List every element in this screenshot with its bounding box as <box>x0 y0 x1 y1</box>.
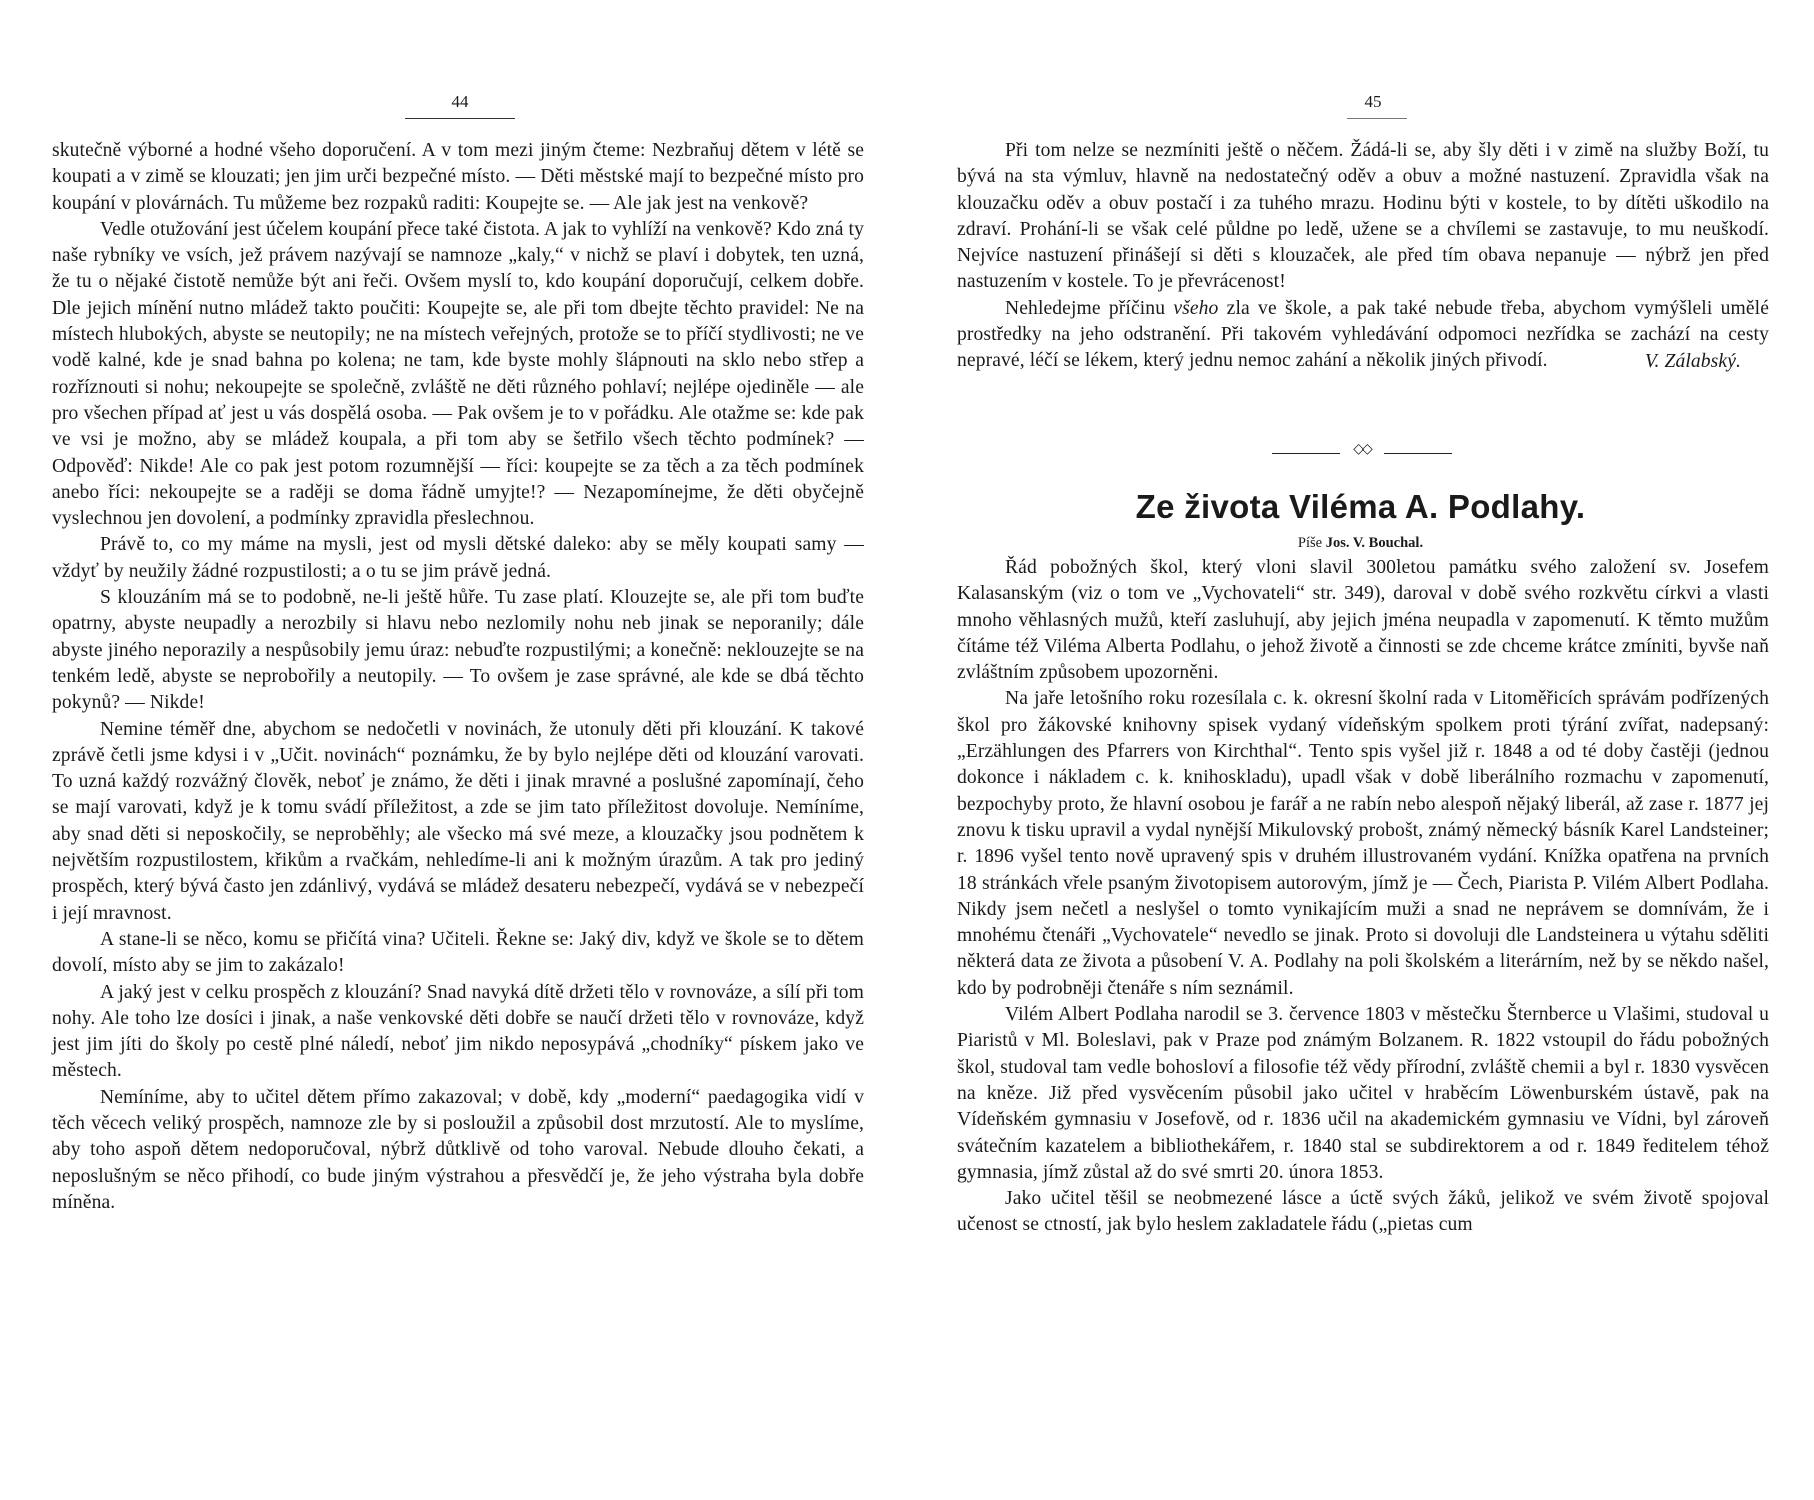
previous-article-ending <box>957 138 1769 375</box>
divider-ornament-icon: ◇◇ <box>1353 441 1371 457</box>
page-number-right: 45 <box>1364 92 1382 111</box>
section-divider <box>1272 441 1452 460</box>
right-page <box>907 0 1814 1500</box>
article-body <box>957 555 1769 1239</box>
closing-text-part: Nehledejme příčinu <box>1005 297 1174 319</box>
page-number-left: 44 <box>451 92 469 111</box>
byline-prefix: Píše <box>1297 535 1323 551</box>
paragraph: Vilém Albert Podlaha narodil se 3. července 1803 v městečku Šternberce u Vlašimi, studoval u Piaristů v Ml. Boleslavi, pak v Praze pod známým Bolzanem. R. 1822 vstoupil do řádu pobožných škol, studoval tam vedle bohosloví a filosofie též vědy přírodní, zvláště chemii a byl r. 1830 vysvěcen na kněze. Již před vysvěcením působil jako učitel v hraběcím Löwenburském ústavě, pak na Vídeňském gymnasiu v Josefově, od r. 1836 učil na akademickém gymnasiu ve Vídni, byl zároveň svátečním kazatelem a bibliothekářem, r. 1840 stal se subdirektorem a od r. 1849 ředitelem téhož gymnasia, jímž zůstal až do své smrti 20. února 1853. <box>957 1004 1769 1183</box>
paragraph: Nemíníme, aby to učitel dětem přímo zakazoval; v době, kdy „moderní“ paedagogika vidí v těch věcech veliký prospěch, namnoze zle by si posloužil a způsobil dost mrzutostí. Ale to myslíme, aby toho aspoň dětem nedoporučoval, nýbrž důtklivě od toho varoval. Nebude dlouho čekati, a neposlušným se něco přihodí, co bude jiným výstrahou a přesvědčí je, že jeho výstraha byla dobře míněna. <box>52 1086 864 1213</box>
paragraph: A jaký jest v celku prospěch z klouzání? Snad navyká dítě držeti tělo v rovnováze, a sílí při tom nohy. Ale toho lze dosíci i jinak, a naše venkovské děti dobře se naučí držeti tělo v rovnováze, když jest jim jíti do školy po cestě plné náledí, neboť jim nikdo neposypává „chodníky“ pískem jako ve městech. <box>52 981 864 1082</box>
paragraph: A stane-li se něco, komu se přičítá vina? Učiteli. Řekne se: Jaký div, když ve škole se to dětem dovolí, místo aby se jim to zakázalo! <box>52 928 864 977</box>
divider-line <box>1272 453 1340 454</box>
page-number-rule-right <box>1347 118 1407 119</box>
paragraph: S klouzáním má se to podobně, ne-li ještě hůře. Tu zase platí. Klouzejte se, ale při tom buďte opatrny, abyste neupadly a nerozbily si hlavu nebo nezlomily nohu neb jinak se neporanily; dále abyste jiného neporazily a nespůsobily jemu úraz: nebuďte rozpustilými; a konečně: neklouzejte se na tenkém ledě, abyste se neprobořily a neutopily. — To ovšem je zase správné, ale kde se dbá těchto pokynů? — Nikde! <box>52 587 864 714</box>
paragraph: Nemine téměř dne, abychom se nedočetli v novinách, že utonuly děti při klouzání. K takové zprávě četli jsme kdysi i v „Učit. novinách“ poznámku, že by bylo nejlépe děti od klouzání varovati. To uzná každý rozvážný člověk, neboť je známo, že děti i jinak mravné a poslušné zapomínají, čeho se mají varovati, když je k tomu svádí příležitost, a zde se jim tato příležitost dovoluje. Nemíníme, aby snad děti si neposkočily, se neproběhly; ale všecko má své meze, a klouzačky jsou podnětem k největším rozpustilostem, křikům a rvačkám, nehledíme-li ani k možným úrazům. A tak pro jediný prospěch, který bývá často jen zdánlivý, vydává se mládež desateru nebezpečí, vydává se v nebezpečí i její mravnost. <box>52 718 864 924</box>
page-number-rule-left <box>405 118 515 119</box>
emphasis: všeho <box>1173 297 1219 319</box>
divider-line <box>1384 453 1452 454</box>
paragraph: Řád pobožných škol, který vloni slavil 300letou památku svého založení sv. Josefem Kalasanským (viz o tom ve „Vychovateli“ str. 349), daroval v době svého rozkvětu církvi a vlasti mnoho věhlasných mužů, kteří zasluhují, aby jejich jména neupadla v zapomenutí. K těmto mužům čítáme též Viléma Alberta Podlahu, o jehož životě a činnosti se zde chceme krátce zmíniti, byvše naň zvláštním způsobem upozorněni. <box>957 557 1769 684</box>
paragraph: Jako učitel těšil se neobmezené lásce a úctě svých žáků, jelikož ve svém životě spojoval učenost se ctností, jak bylo heslem zakladatele řádu („pietas cum <box>957 1188 1769 1236</box>
paragraph: skutečně výborné a hodné všeho doporučení. A v tom mezi jiným čteme: Nezbraňuj dětem v létě se koupati a v zimě se klouzati; jen jim urči bezpečné místo. — Děti městské mají to bezpečné místo pro koupání v plovárnách. Tu můžeme bez rozpaků raditi: Koupejte se. — Ale jak jest na venkově? <box>52 140 864 214</box>
paragraph: Při tom nelze se nezmíniti ještě o něčem. Žádá-li se, aby šly děti i v zimě na služby Boží, tu bývá na sta výmluv, hlavně na nedostatečný oděv a obuv a možné nastuzení. Zpravidla však na klouzačku oděv a obuv postačí i za tuhého mrazu. Hodinu býti v kostele, to by dítěti uškodilo na zdraví. Prohání-li se však celé půldne po ledě, užene se a chvílemi se zastavuje, to mu neuškodí. Nejvíce nastuzení přinášejí si děti s klouzaček, ale před tím obava nepanuje — nýbrž jen před nastuzením v kostele. To je převrácenost! <box>957 140 1769 293</box>
paragraph: Právě to, co my máme na mysli, jest od mysli dětské daleko: aby se měly koupati samy — vždyť by neužily žádné rozpustilosti; a o tu se jim právě jedná. <box>52 534 864 582</box>
byline-author: Jos. V. Bouchal. <box>1325 535 1424 551</box>
article-byline <box>907 535 1814 552</box>
paragraph: Na jaře letošního roku rozesílala c. k. okresní školní rada v Litoměřicích správám podřízených škol pro žákovské knihovny spisek vydaný vídeňským spolkem proti týrání zvířat, nadepsaný: „Erzählungen des Pfarrers von Kirchthal“. Tento spis vyšel již r. 1848 a od té doby častěji (jednou dokonce i nákladem c. k. knihoskladu), upadl však v době liberálního rozmachu v zapomenutí, bezpochyby proto, že hlavní osobou je farář a ne rabín nebo alespoň nějaký liberál, až zase r. 1877 jej znovu k tisku upravil a vydal nynější Mikulovský probošt, známý německý básník Karel Landsteiner; r. 1896 vyšel tento nově upravený spis v druhém illustrovaném vydání. Knížka opatřena na prvních 18 stránkách vřele psaným životopisem autorovým, jímž je — Čech, Piarista P. Vilém Albert Podlaha. Nikdy jsem nečetl a neslyšel o tomto vynikajícím muži a snad ne neprávem se domnívám, že i mnohému čtenáři „Vychovatele“ nevedlo se jinak. Proto si dovoluji dle Landsteinera u výtahu sděliti některá data ze života a působení V. A. Podlahy na poli školském a literárním, než by se někdo našel, kdo by podrobněji čtenáře s ním seznámil. <box>957 688 1769 999</box>
author-signature: V. Zálabský. <box>1644 350 1741 372</box>
paragraph: Vedle otužování jest účelem koupání přece také čistota. A jak to vyhlíží na venkově? Kdo zná ty naše rybníky ve vsích, jež právem nazývají se namnoze „kaly,“ v nichž se plaví i dobytek, ten uzná, že tu o nějaké čistotě nemůže být ani řeči. Ovšem myslí to, kdo koupání doporučují, celkem dobře. Dle jejich mínění nutno mládež takto poučiti: Koupejte se, ale při tom dbejte těchto pravidel: Ne na místech hlubokých, abyste se neutopily; ne na místech veřejných, protože se to příčí stydlivosti; ne ve vodě kalné, kde je snad bahna po kolena; ne tam, kde byste mohly šlápnouti na sklo nebo střep a rozříznouti si nohu; nekoupejte se společně, zvláště ne děti různého pohlaví; nejlépe ojediněle — ale pro všechen případ ať jest u vás dospělá osoba. — Pak ovšem je to v pořádku. Ale otažme se: kde pak ve vsi je možno, aby se mládež koupala, a při tom aby se šetřilo všech těchto podmínek? — Odpověď: Nikde! Ale co pak jest potom rozumnější — říci: koupejte se za těch a za těch podmínek anebo říci: nekoupejte se a raději se doma řádně umyjte!? — Nezapomínejme, že děti obyčejně vyslechnou jen dovolení, a podmínky zpravidla přeslechnou. <box>52 218 864 530</box>
closing-text-part: zla ve škole, a pak také nebude třeba, abychom vymýšleli umělé prostředky na jeho odstranění. Při takovém vyhledávání odpomoci nezřídka se zachází na cesty nepravé, léčí se lékem, který jednu nemoc zahání a několik jiných přivodí. <box>957 297 1770 372</box>
left-page-text <box>52 138 864 1216</box>
article-title: Ze života Viléma A. Podlahy. <box>1135 488 1586 525</box>
